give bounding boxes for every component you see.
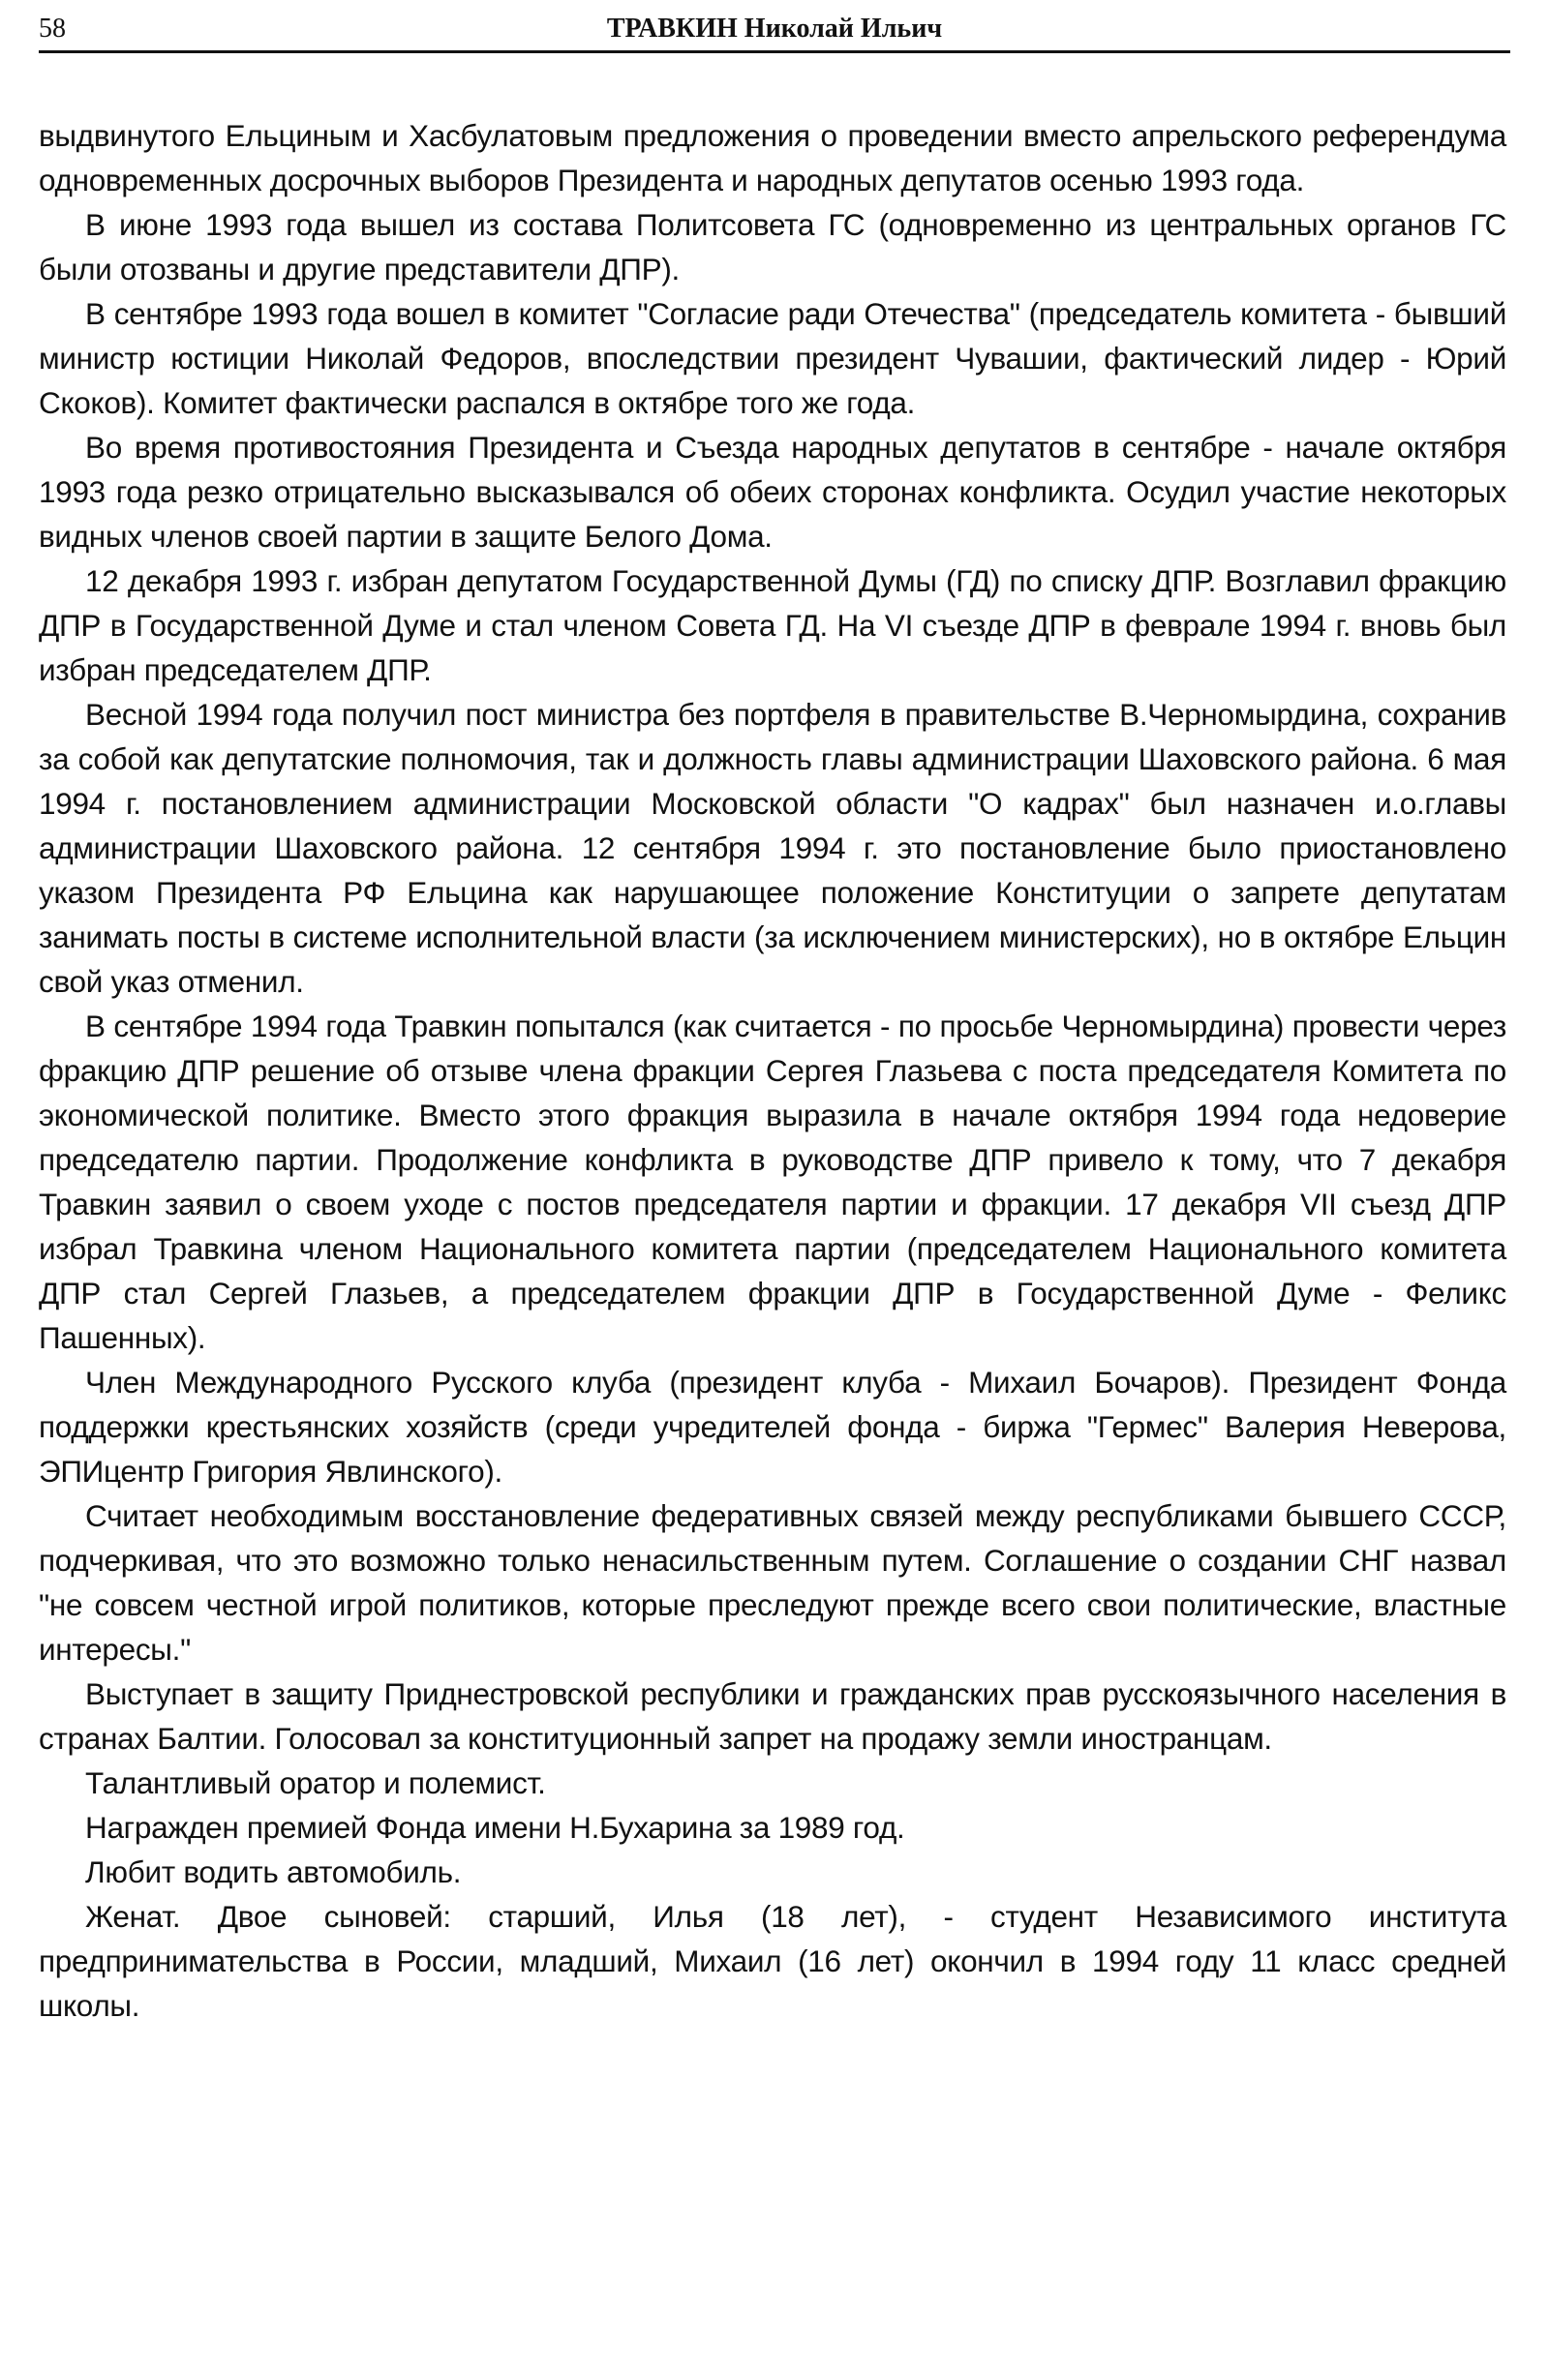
header-rule xyxy=(39,50,1510,53)
paragraph: Весной 1994 года получил пост министра без портфеля в правительстве В.Черномырдина, сохранив за собой как депутатские полномочия, так и должность главы администрации Шаховского района. 6 мая 1994 г. постановлением администрации Московской области "О кадрах" был назначен и.о.главы администрации Шаховского района. 12 сентября 1994 г. это постановление было приостановлено указом Президента РФ Ельцина как нарушающее положение Конституции о запрете депутатам занимать посты в системе исполнительной власти (за исключением министерских), но в октябре Ельцин свой указ отменил. xyxy=(39,697,1506,999)
paragraph: Член Международного Русского клуба (президент клуба - Михаил Бочаров). Президент Фонда поддержки крестьянских хозяйств (среди учредителей фонда - биржа "Гермес" Валерия Неверова, ЭПИцентр Григория Явлинского). xyxy=(39,1365,1506,1489)
paragraph: В сентябре 1993 года вошел в комитет "Согласие ради Отечества" (председатель комитета - бывший министр юстиции Николай Федоров, впоследствии президент Чувашии, фактический лидер - Юрий Скоков). Комитет фактически распался в октябре того же года. xyxy=(39,296,1506,420)
paragraph: Женат. Двое сыновей: старший, Илья (18 лет), - студент Независимого института предпринимательства в России, младший, Михаил (16 лет) окончил в 1994 году 11 класс средней школы. xyxy=(39,1899,1506,2023)
paragraph: Выступает в защиту Приднестровской республики и гражданских прав русскоязычного населения в странах Балтии. Голосовал за конституционный запрет на продажу земли иностранцам. xyxy=(39,1676,1506,1756)
paragraph: В сентябре 1994 года Травкин попытался (как считается - по просьбе Черномырдина) провести через фракцию ДПР решение об отзыве члена фракции Сергея Глазьева с поста председателя Комитета по экономической политике. Вместо этого фракция выразила в начале октября 1994 года недоверие председателю партии. Продолжение конфликта в руководстве ДПР привело к тому, что 7 декабря Травкин заявил о своем уходе с постов председателя партии и фракции. 17 декабря VII съезд ДПР избрал Травкина членом Национального комитета партии (председателем Национального комитета ДПР стал Сергей Глазьев, а председателем фракции ДПР в Государственной Думе - Феликс Пашенных). xyxy=(39,1009,1506,1355)
body-text xyxy=(39,113,1506,2028)
paragraph: Во время противостояния Президента и Съезда народных депутатов в сентябре - начале октября 1993 года резко отрицательно высказывался об обеих сторонах конфликта. Осудил участие некоторых видных членов своей партии в защите Белого Дома. xyxy=(39,430,1506,554)
paragraph: Награжден премией Фонда имени Н.Бухарина за 1989 год. xyxy=(85,1810,905,1845)
page-number: 58 xyxy=(39,14,66,44)
paragraph: В июне 1993 года вышел из состава Политсовета ГС (одновременно из центральных органов ГС были отозваны и другие представители ДПР). xyxy=(39,207,1506,286)
paragraph: выдвинутого Ельциным и Хасбулатовым предложения о проведении вместо апрельского референдума одновременных досрочных выборов Президента и народных депутатов осенью 1993 года. xyxy=(39,118,1506,197)
running-header xyxy=(39,8,1510,52)
paragraph: Талантливый оратор и полемист. xyxy=(85,1765,546,1800)
paragraph: Считает необходимым восстановление федеративных связей между республиками бывшего СССР, подчеркивая, что это возможно только ненасильственным путем. Соглашение о создании СНГ назвал "не совсем честной игрой политиков, которые преследуют прежде всего свои политические, властные интересы." xyxy=(39,1498,1506,1667)
paragraph: 12 декабря 1993 г. избран депутатом Государственной Думы (ГД) по списку ДПР. Возглавил фракцию ДПР в Государственной Думе и стал членом Совета ГД. На VI съезде ДПР в феврале 1994 г. вновь был избран председателем ДПР. xyxy=(39,563,1506,687)
running-title: ТРАВКИН Николай Ильич xyxy=(606,14,943,44)
paragraph: Любит водить автомобиль. xyxy=(85,1854,462,1889)
